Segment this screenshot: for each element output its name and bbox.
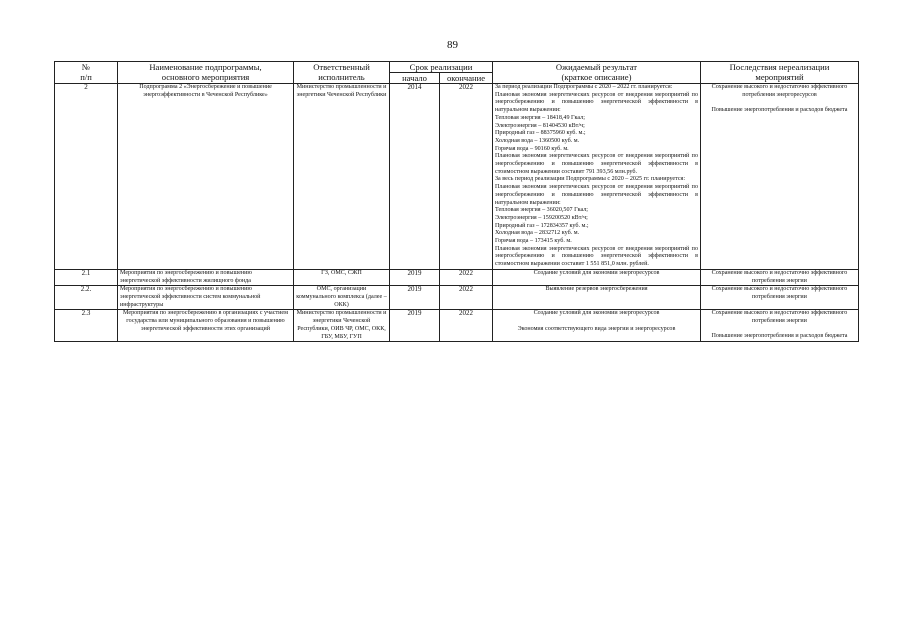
header-consequences: Последствия нереализации мероприятий — [701, 62, 859, 84]
cell-start: 2019 — [390, 310, 440, 342]
header-term: Срок реализации — [390, 62, 493, 73]
cell-name: Мероприятия по энергосбережению в организациях с участием государства или муниципального образования и повышению энергетической эффективности этих организаций — [118, 310, 294, 342]
cell-responsible: ОМС, организации коммунального комплекса (далее – ОКК) — [294, 286, 390, 310]
cell-name: Мероприятия по энергосбережению и повышению энергетической эффективности систем коммунальной инфраструктуры — [118, 286, 294, 310]
program-table — [54, 61, 859, 342]
cell-responsible: Министерство промышленности и энергетики Чеченской Республики — [294, 84, 390, 270]
cell-number: 2 — [55, 84, 118, 270]
header-result: Ожидаемый результат (краткое описание) — [493, 62, 701, 84]
cell-result: Создание условий для экономии энергоресурсов — [493, 269, 701, 285]
cell-result: За период реализации Подпрограммы с 2020 – 2022 гг. планируется: Плановая экономия энергетических ресурсов от внедрения мероприятий по энергосбережению и повышению энергетической эффективности в натуральном выражении: Тепловая энергия – 18418,49 Гкал; Электроэнергия – 81404530 кВт/ч; Природный газ – 88375960 куб. м.; Холодная вода – 1360500 куб. м. Горячая вода – 90160 куб. м. Плановая экономия энергетических ресурсов от внедрения мероприятий по энергосбережению и повышению энергетической эффективности в стоимостном выражении составит 791 393,56 млн.руб. За весь период реализации Подпрограммы с 2020 – 2025 гг. планируется: Плановая экономия энергетических ресурсов от внедрения мероприятий по энергосбережению и повышению энергетической эффективности в натуральном выражении: Тепловая энергия – 36020,507 Гкал; Электроэнергия – 159200520 кВт/ч; Природный газ – 172834357 куб. м.; Холодная вода – 2832712 куб. м. Горячая вода – 173415 куб. м. Плановая экономия энергетических ресурсов от внедрения мероприятий по энергосбережению и повышению энергетической эффективности в стоимостном выражении составит 1 551 851,0 млн. рублей. — [493, 84, 701, 270]
header-number: № п/п — [55, 62, 118, 84]
table-row — [55, 310, 859, 342]
page-number: 89 — [447, 39, 458, 51]
cell-name: Мероприятия по энергосбережению и повышению энергетической эффективности жилищного фонда — [118, 269, 294, 285]
cell-consequences: Сохранение высокого и недостаточно эффективного потребления энергии — [701, 286, 859, 310]
cell-start: 2019 — [390, 286, 440, 310]
cell-end: 2022 — [440, 310, 493, 342]
cell-result: Выявление резервов энергосбережения — [493, 286, 701, 310]
cell-name: Подпрограмма 2 «Энергосбережение и повышение энергоэффективности в Чеченской Республике» — [118, 84, 294, 270]
table-row — [55, 286, 859, 310]
header-start: начало — [390, 73, 440, 84]
cell-start: 2019 — [390, 269, 440, 285]
table-row — [55, 84, 859, 270]
cell-responsible: Министерство промышленности и энергетики Чеченской Республики, ОИВ ЧР, ОМС, ОКК, ГБУ, МБУ, ГУП — [294, 310, 390, 342]
cell-consequences: Сохранение высокого и недостаточно эффективного потребления энергоресурсов Повышение энергопотребления и расходов бюджета — [701, 84, 859, 270]
header-responsible: Ответственный исполнитель — [294, 62, 390, 84]
table-row — [55, 269, 859, 285]
cell-number: 2.2. — [55, 286, 118, 310]
table-header — [55, 62, 859, 84]
cell-end: 2022 — [440, 269, 493, 285]
cell-responsible: ГЗ, ОМС, СЖП — [294, 269, 390, 285]
cell-consequences: Сохранение высокого и недостаточно эффективного потребления энергии Повышение энергопотребления и расходов бюджета — [701, 310, 859, 342]
header-name: Наименование подпрограммы, основного мероприятия — [118, 62, 294, 84]
header-end: окончание — [440, 73, 493, 84]
cell-number: 2.3 — [55, 310, 118, 342]
cell-end: 2022 — [440, 84, 493, 270]
cell-end: 2022 — [440, 286, 493, 310]
cell-number: 2.1 — [55, 269, 118, 285]
cell-result: Создание условий для экономии энергоресурсов Экономия соответствующего вида энергии и энергоресурсов — [493, 310, 701, 342]
cell-start: 2014 — [390, 84, 440, 270]
cell-consequences: Сохранение высокого и недостаточно эффективного потребления энергии — [701, 269, 859, 285]
